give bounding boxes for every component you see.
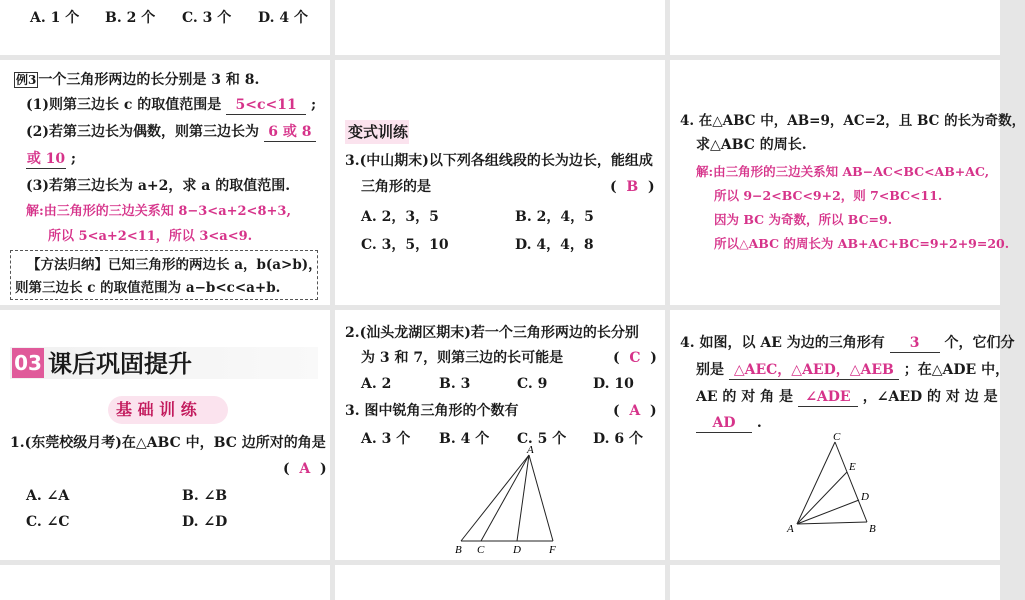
q1-line-1: 1.(东莞校级月考)在△ABC 中，BC 边所对的角是 (10, 435, 326, 451)
ex3-q2-answer-a: 6 或 8 (264, 123, 316, 142)
variant-q3-answer-bracket: ( B ) (610, 179, 655, 195)
top-option-b: B. 2 个 (105, 10, 156, 26)
q2-answer: C (629, 350, 641, 366)
fig4-label-b: B (869, 523, 876, 535)
ex3-q1-line (26, 96, 316, 115)
example-3-stem-line (14, 71, 259, 89)
q3-answer: A (629, 403, 641, 419)
q4-triangle-figure (785, 432, 895, 537)
section-number: 03 (14, 351, 42, 375)
example-stem: 一个三角形两边的长分别是 3 和 8. (38, 72, 260, 88)
panel-top-left (0, 0, 330, 55)
fig3-label-f: F (549, 544, 556, 556)
q1-answer: A (299, 461, 311, 477)
q4b-line-3-suffix: ，∠AED 的 对 边 是 (862, 389, 998, 405)
section-title: 课后巩固提升 (48, 350, 192, 378)
ex3-solution-2: 所以 5<a+2<11，所以 3<a<9. (48, 229, 253, 244)
fig3-label-d: D (513, 544, 521, 556)
fig4-label-d: D (861, 491, 869, 503)
q4b-answer-2: △AEC，△AED，△AEB (729, 361, 899, 380)
q3-option-d: D. 6 个 (593, 431, 644, 447)
example-badge: 例3 (16, 73, 37, 87)
q4b-answer-4: AD (696, 414, 752, 433)
panel-bottom-right (670, 565, 1000, 600)
fig4-label-e: E (849, 461, 856, 473)
q2-option-c: C. 9 (517, 376, 548, 392)
ex3-q1-suffix: ; (311, 97, 317, 113)
q4b-line-3 (696, 388, 998, 407)
q2-answer-bracket: ( C ) (613, 350, 657, 366)
variant-option-c: C. 3，5，10 (361, 237, 449, 253)
fig3-label-a: A (527, 444, 534, 456)
q4b-line-4-suffix: . (756, 415, 762, 431)
panel-top-middle (335, 0, 665, 55)
q4b-line-1-prefix: 4. 如图，以 AE 为边的三角形有 (680, 335, 885, 351)
q1-option-a: A. ∠A (26, 488, 70, 504)
panel-bottom-left (0, 565, 330, 600)
q2-option-d: D. 10 (593, 376, 634, 392)
variant-option-a: A. 2，3，5 (361, 209, 439, 225)
panel-example-3 (0, 60, 330, 305)
section-number-badge (12, 348, 44, 378)
q3-line-1: 3. 图中锐角三角形的个数有 (345, 403, 519, 419)
q4-line-2: 求△ABC 的周长. (696, 137, 807, 153)
method-line-1: 【方法归纳】已知三角形的两边长 a，b(a>b)， (27, 257, 322, 273)
panel-variant-training (335, 60, 665, 305)
q4-line-1: 4. 在△ABC 中，AB=9，AC=2，且 BC 的长为奇数， (680, 113, 1025, 129)
q2-line-2: 为 3 和 7，则第三边的长可能是 (361, 350, 564, 366)
q4-solution-3: 因为 BC 为奇数，所以 BC=9. (714, 212, 893, 227)
q3-answer-bracket: ( A ) (613, 403, 657, 419)
q3-triangle-figure (445, 445, 585, 555)
ex3-q1-answer: 5<c<11 (226, 96, 306, 115)
panel-section-03 (0, 310, 330, 560)
ex3-q2-answer-b: 或 10 (26, 151, 66, 167)
q2-option-b: B. 3 (439, 376, 471, 392)
q3-option-b: B. 4 个 (439, 431, 490, 447)
ex3-q1-prefix: (1)则第三边长 c 的取值范围是 (26, 97, 222, 113)
variant-option-d: D. 4，4，8 (515, 237, 594, 253)
top-option-c: C. 3 个 (182, 10, 232, 26)
ex3-q3: (3)若第三边长为 a+2，求 a 的取值范围. (26, 178, 291, 194)
fig4-label-c: C (833, 431, 841, 443)
variant-q3-line-1: 3.(中山期末)以下列各组线段的长为边长，能组成 (345, 153, 653, 169)
panel-q2-q3 (335, 310, 665, 560)
q4b-answer-1: 3 (890, 334, 940, 353)
ex3-q2-prefix: (2)若第三边长为偶数，则第三边长为 (26, 124, 259, 140)
q4b-line-2-prefix: 别是 (696, 362, 724, 378)
variant-option-b: B. 2，4，5 (515, 209, 594, 225)
fig3-label-b: B (455, 544, 462, 556)
q4-solution-2: 所以 9−2<BC<9+2，则 7<BC<11. (714, 188, 943, 203)
q3-option-c: C. 5 个 (517, 431, 567, 447)
ex3-q2-line-2 (26, 150, 76, 169)
q4b-line-4 (696, 414, 762, 433)
q4b-line-2-suffix: ；在△ADE 中， (903, 362, 1010, 378)
q2-line-1: 2.(汕头龙湖区期末)若一个三角形两边的长分别 (345, 325, 639, 341)
method-line-2: 则第三边长 c 的取值范围为 a−b<c<a+b. (15, 280, 281, 296)
q2-option-a: A. 2 (361, 376, 392, 392)
q1-option-b: B. ∠B (182, 488, 228, 504)
q1-option-c: C. ∠C (26, 514, 70, 530)
panel-q4-figure (670, 310, 1015, 560)
ex3-q2-line (26, 123, 316, 142)
top-option-d: D. 4 个 (258, 10, 309, 26)
top-option-a: A. 1 个 (30, 10, 80, 26)
variant-tag (345, 120, 409, 144)
subtitle-band (108, 396, 228, 424)
panel-top-right (670, 0, 1000, 55)
q4b-line-1 (680, 334, 1015, 353)
panel-q4-perimeter (670, 60, 1025, 305)
panel-bottom-middle (335, 565, 665, 600)
q1-option-d: D. ∠D (182, 514, 228, 530)
fig4-label-a: A (787, 523, 794, 535)
q4-solution-4: 所以△ABC 的周长为 AB+AC+BC=9+2+9=20. (714, 236, 1010, 251)
q4b-line-3-prefix: AE 的 对 角 是 (696, 389, 794, 405)
q3-option-a: A. 3 个 (361, 431, 411, 447)
q1-answer-bracket: ( A ) (283, 461, 327, 477)
section-subtitle: 基 础 训 练 (116, 400, 197, 419)
q4-solution-1: 解:由三角形的三边关系知 AB−AC<BC<AB+AC, (696, 164, 990, 179)
ex3-q2-suffix: ; (70, 151, 77, 167)
q4b-line-1-suffix: 个，它们分 (944, 335, 1015, 351)
fig3-label-c: C (477, 544, 485, 556)
method-box (10, 250, 322, 300)
q4b-answer-3: ∠ADE (798, 388, 858, 407)
variant-q3-answer: B (626, 179, 639, 195)
ex3-solution-1: 解:由三角形的三边关系知 8−3<a+2<8+3, (26, 204, 291, 219)
q4b-line-2 (696, 361, 1009, 380)
variant-tag-label: 变式训练 (348, 123, 409, 141)
variant-q3-line-2: 三角形的是 (361, 179, 431, 195)
